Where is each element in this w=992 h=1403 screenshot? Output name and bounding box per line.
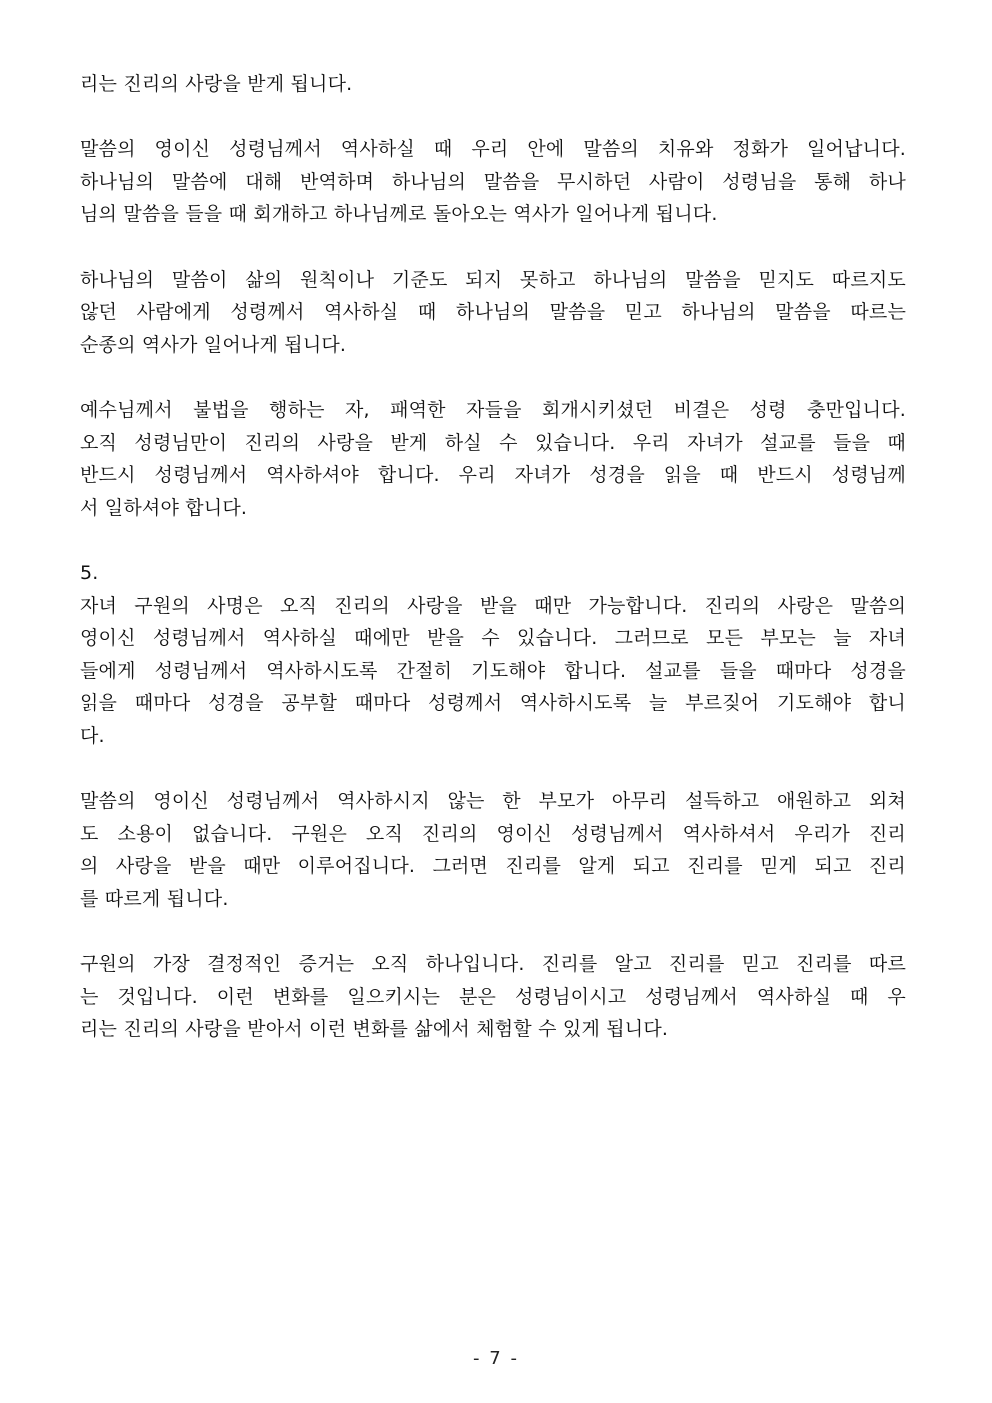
text-line: 순종의 역사가 일어나게 됩니다.: [80, 333, 347, 356]
text-line: 오직 성령님만이 진리의 사랑을 받게 하실 수 있습니다. 우리 자녀가 설교를 들을 때: [80, 431, 906, 454]
text-line: 하나님의 말씀에 대해 반역하며 하나님의 말씀을 무시하던 사람이 성령님을 통해 하나: [80, 170, 906, 193]
text-line: 서 일하셔야 합니다.: [80, 496, 248, 519]
text-line: 않던 사람에게 성령께서 역사하실 때 하나님의 말씀을 믿고 하나님의 말씀을 따르는: [80, 301, 906, 324]
text-line: 리는 진리의 사랑을 받아서 이런 변화를 삶에서 체험할 수 있게 됩니다.: [80, 1018, 669, 1041]
text-line: 읽을 때마다 성경을 공부할 때마다 성령께서 역사하시도록 늘 부르짖어 기도해야 합니: [80, 692, 906, 715]
text-line: 의 사랑을 받을 때만 이루어집니다. 그러면 진리를 알게 되고 진리를 믿게 되고 진리: [80, 855, 906, 878]
text-line: 도 소용이 없습니다. 구원은 오직 진리의 영이신 성령님께서 역사하셔서 우리가 진리: [80, 822, 906, 845]
text-line: 님의 말씀을 들을 때 회개하고 하나님께로 돌아오는 역사가 일어나게 됩니다.: [80, 203, 718, 226]
text-line: 하나님의 말씀이 삶의 원칙이나 기준도 되지 못하고 하나님의 말씀을 믿지도 따르지도: [80, 268, 906, 291]
text-line: 리는 진리의 사랑을 받게 됩니다.: [80, 73, 353, 95]
paragraph-2: [80, 133, 906, 231]
text-line: 자녀 구원의 사명은 오직 진리의 사랑을 받을 때만 가능합니다. 진리의 사랑은 말씀의: [80, 594, 906, 617]
paragraph-6: [80, 785, 906, 915]
text-line: 예수님께서 불법을 행하는 자, 패역한 자들을 회개시키셨던 비결은 성령 충만입니다.: [80, 398, 906, 421]
section-number: 5.: [80, 561, 99, 584]
text-line: 구원의 가장 결정적인 증거는 오직 하나입니다. 진리를 알고 진리를 믿고 진리를 따르: [80, 953, 906, 976]
page-body: [80, 68, 906, 1078]
paragraph-7: [80, 948, 906, 1046]
text-line: 는 것입니다. 이런 변화를 일으키시는 분은 성령님이시고 성령님께서 역사하실 때 우: [80, 985, 906, 1008]
text-line: 다.: [80, 724, 105, 747]
text-line: 영이신 성령님께서 역사하실 때에만 받을 수 있습니다. 그러므로 모든 부모는 늘 자녀: [80, 627, 906, 650]
paragraph-4: [80, 394, 906, 524]
text-line: 를 따르게 됩니다.: [80, 887, 229, 910]
paragraph-1: [80, 68, 906, 101]
page-number: - 7 -: [473, 1348, 519, 1369]
text-line: 말씀의 영이신 성령님께서 역사하시지 않는 한 부모가 아무리 설득하고 애원하고 외쳐: [80, 790, 906, 813]
text-line: 말씀의 영이신 성령님께서 역사하실 때 우리 안에 말씀의 치유와 정화가 일어납니다.: [80, 138, 906, 161]
paragraph-5: [80, 557, 906, 753]
text-line: 들에게 성령님께서 역사하시도록 간절히 기도해야 합니다. 설교를 들을 때마다 성경을: [80, 659, 906, 682]
text-line: 반드시 성령님께서 역사하셔야 합니다. 우리 자녀가 성경을 읽을 때 반드시 성령님께: [80, 464, 906, 487]
paragraph-3: [80, 264, 906, 362]
